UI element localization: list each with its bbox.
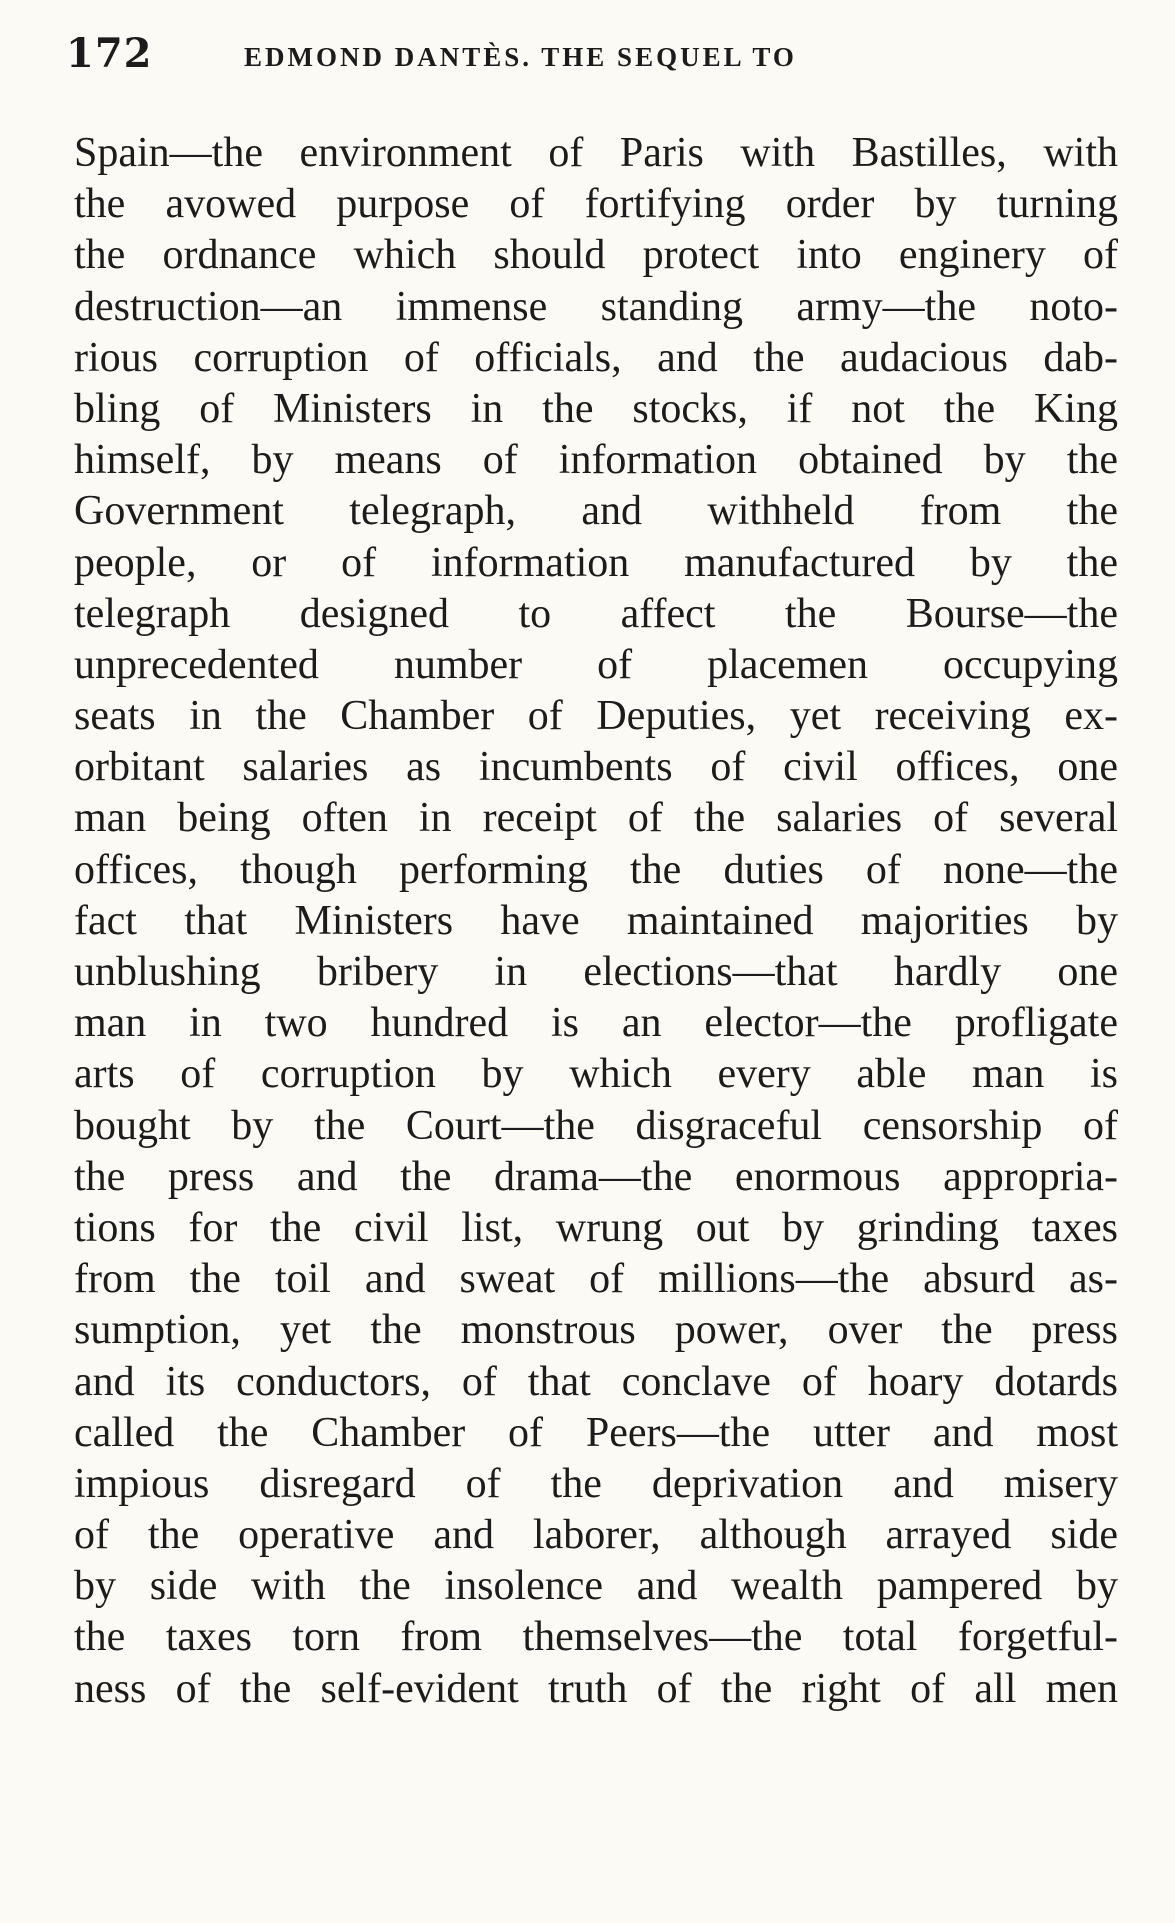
text-line: the ordnance which should protect into enginery of [74,232,1118,279]
body-text [74,128,1118,1715]
text-line: bought by the Court—the disgraceful censorship of [74,1102,1118,1149]
text-line: arts of corruption by which every able man is [74,1051,1118,1098]
text-line: of the operative and laborer, although arrayed side [74,1512,1118,1559]
text-line: Spain—the environment of Paris with Bastilles, with [74,130,1118,176]
text-line: seats in the Chamber of Deputies, yet receiving ex- [74,693,1118,740]
text-line: man in two hundred is an elector—the profligate [74,1000,1118,1047]
text-line: tions for the civil list, wrung out by grinding taxes [74,1204,1118,1251]
text-line: unprecedented number of placemen occupying [74,641,1118,688]
text-line: destruction—an immense standing army—the noto- [74,283,1118,330]
text-line: Government telegraph, and withheld from the [74,488,1118,535]
text-line: orbitant salaries as incumbents of civil offices, one [74,744,1118,791]
text-line: himself, by means of information obtained by the [74,437,1118,484]
text-line: called the Chamber of Peers—the utter and most [74,1409,1118,1456]
running-title: EDMOND DANTÈS. THE SEQUEL TO [244,42,797,72]
text-line: people, or of information manufactured by the [74,539,1118,586]
running-head [66,30,966,90]
text-line: from the toil and sweat of millions—the absurd as- [74,1256,1118,1303]
page-number: 172 [66,30,153,77]
text-line: the avowed purpose of fortifying order by turning [74,181,1118,228]
text-line: the taxes torn from themselves—the total forgetful- [74,1614,1118,1661]
text-line: telegraph designed to affect the Bourse—the [74,590,1118,637]
text-line: by side with the insolence and wealth pampered by [74,1563,1118,1610]
text-line: fact that Ministers have maintained majorities by [74,897,1118,944]
text-line: rious corruption of officials, and the audacious dab- [74,334,1118,381]
text-line: and its conductors, of that conclave of hoary dotards [74,1358,1118,1405]
text-line: unblushing bribery in elections—that hardly one [74,949,1118,995]
text-line: offices, though performing the duties of none—the [74,846,1118,893]
text-line: sumption, yet the monstrous power, over the press [74,1307,1118,1354]
text-line: the press and the drama—the enormous appropria- [74,1153,1118,1200]
text-line: man being often in receipt of the salaries of several [74,795,1118,842]
text-line: impious disregard of the deprivation and misery [74,1460,1118,1507]
text-line: bling of Ministers in the stocks, if not the King [74,385,1118,432]
text-line: ness of the self-evident truth of the right of all men [74,1665,1118,1712]
